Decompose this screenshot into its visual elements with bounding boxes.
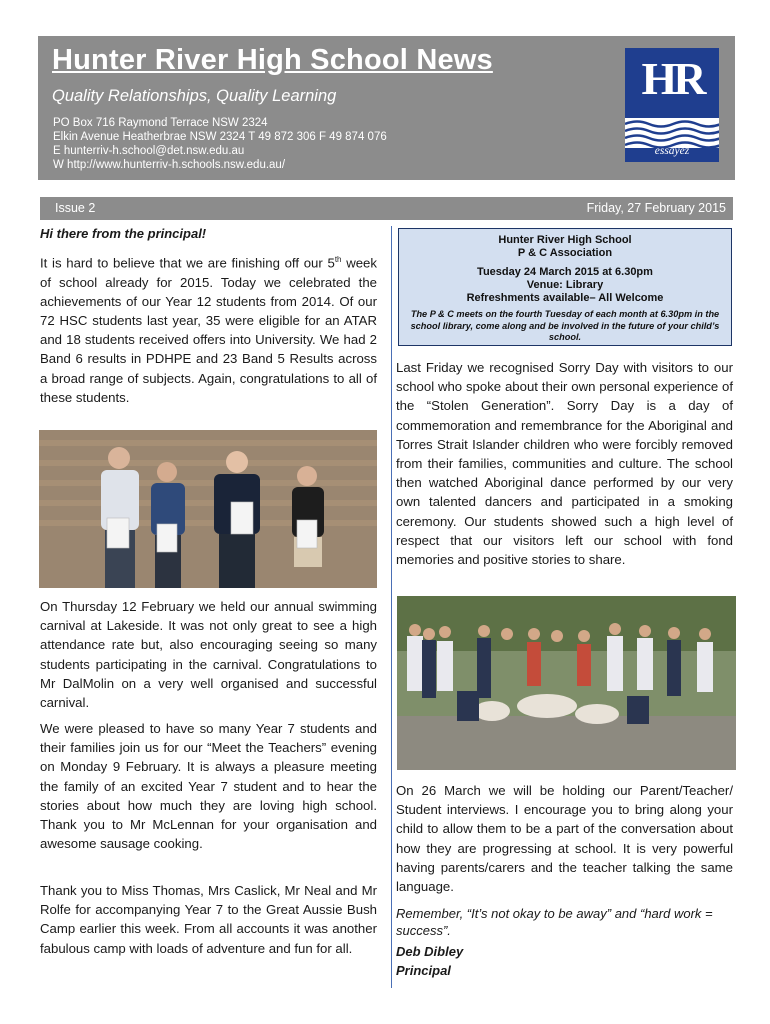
signature-name: Deb Dibley xyxy=(396,944,464,959)
school-website: W http://www.hunterriv-h.schools.nsw.edu.au/ xyxy=(53,159,286,171)
article-bush-camp: Thank you to Miss Thomas, Mrs Caslick, Mr Neal and Mr Rolfe for accompanying Year 7 to the Great Aussie Bush Camp earlier this week. From all accounts it was another fabulous camp with loads of adventure and fun for all. xyxy=(40,883,377,956)
logo-waves-icon xyxy=(625,118,719,148)
hsc-intro-text: It is hard to believe that we are finishing off our 5 xyxy=(40,255,335,271)
ordinal-suffix: th xyxy=(334,255,342,264)
pc-school-name: Hunter River High School xyxy=(498,234,632,246)
pc-venue: Venue: Library xyxy=(526,279,604,291)
principal-greeting: Hi there from the principal! xyxy=(40,226,207,241)
pc-meeting-note: The P & C meets on the fourth Tuesday of each month at 6.30pm in the school library, come along and be involved in the future of your child’s school. xyxy=(410,309,720,342)
article-parent-teacher-interviews: On 26 March we will be holding our Parent/Teacher/ Student interviews. I encourage you to bring along your child to allow them to be a part of the conversation about how they are progressing at school. It is very powerful having parents/carers and the teacher talking the same language. xyxy=(396,783,733,895)
sorry-day-group-photo xyxy=(397,596,736,770)
logo-letters: HR xyxy=(641,53,703,104)
article-swimming-carnival: On Thursday 12 February we held our annual swimming carnival at Lakeside. It was not only great to see a high attendance rate but, also encouraging seeing so many students participating in the carnival. Congratulations to Mr DalMolin on a very well organised and successful carnival. xyxy=(40,599,377,711)
issue-number: Issue 2 xyxy=(55,201,96,215)
attendance-slogan: Remember, “It’s not okay to be away” and “hard work = success”. xyxy=(396,906,713,938)
pc-refreshments: Refreshments available– All Welcome xyxy=(466,292,664,304)
school-logo xyxy=(625,48,719,162)
pc-association-name: P & C Association xyxy=(517,247,613,259)
school-email: E hunterriv-h.school@det.nsw.edu.au xyxy=(53,145,245,157)
article-meet-the-teachers: We were pleased to have so many Year 7 students and their families join us for our “Meet the Teachers” evening on Monday 9 February. It is always a pleasure meeting the family of an excited Year 7 student and to hear the stories about how much they are loving high school. Thank you to Mr McLennan for your organisation and awesome sausage cooking. xyxy=(40,721,377,852)
pc-association-notice xyxy=(398,228,732,346)
signature-title: Principal xyxy=(396,963,451,978)
article-hsc-results xyxy=(40,250,377,407)
school-tagline: Quality Relationships, Quality Learning xyxy=(52,87,337,105)
issue-date: Friday, 27 February 2015 xyxy=(586,201,726,215)
newsletter-title: Hunter River High School News xyxy=(52,44,493,76)
street-address-phone-fax: Elkin Avenue Heatherbrae NSW 2324 T 49 872 306 F 49 874 076 xyxy=(53,131,387,143)
pc-meeting-date: Tuesday 24 March 2015 at 6.30pm xyxy=(477,266,653,278)
logo-motto: essayez xyxy=(654,145,690,157)
postal-address: PO Box 716 Raymond Terrace NSW 2324 xyxy=(53,117,268,129)
article-sorry-day: Last Friday we recognised Sorry Day with visitors to our school who spoke about their own personal experience of the “Stolen Generation”. Sorry Day is a day of commemoration and remembrance for the Aboriginal and Torres Strait Islander children who were forcibly removed from their families, communities and culture. The school then watched Aboriginal dance performed by our very own talented dancers and participated in a smoking ceremony. Our students showed such a high level of respect that our visitors left our school with fond memories and positive stories to share. xyxy=(396,360,733,568)
column-divider xyxy=(391,226,392,988)
hsc-results-text: week of school already for 2015. Today we celebrated the achievements of our Year 12 students from 2014. Of our 72 HSC students last year, 35 were eligible for an ATAR and 18 students received offers into University. We had 2 Band 6 results in PDHPE and 23 Band 5 Results across a broad range of subjects. Again, congratulations to all of these students. xyxy=(40,255,377,405)
year12-students-photo xyxy=(39,430,377,588)
